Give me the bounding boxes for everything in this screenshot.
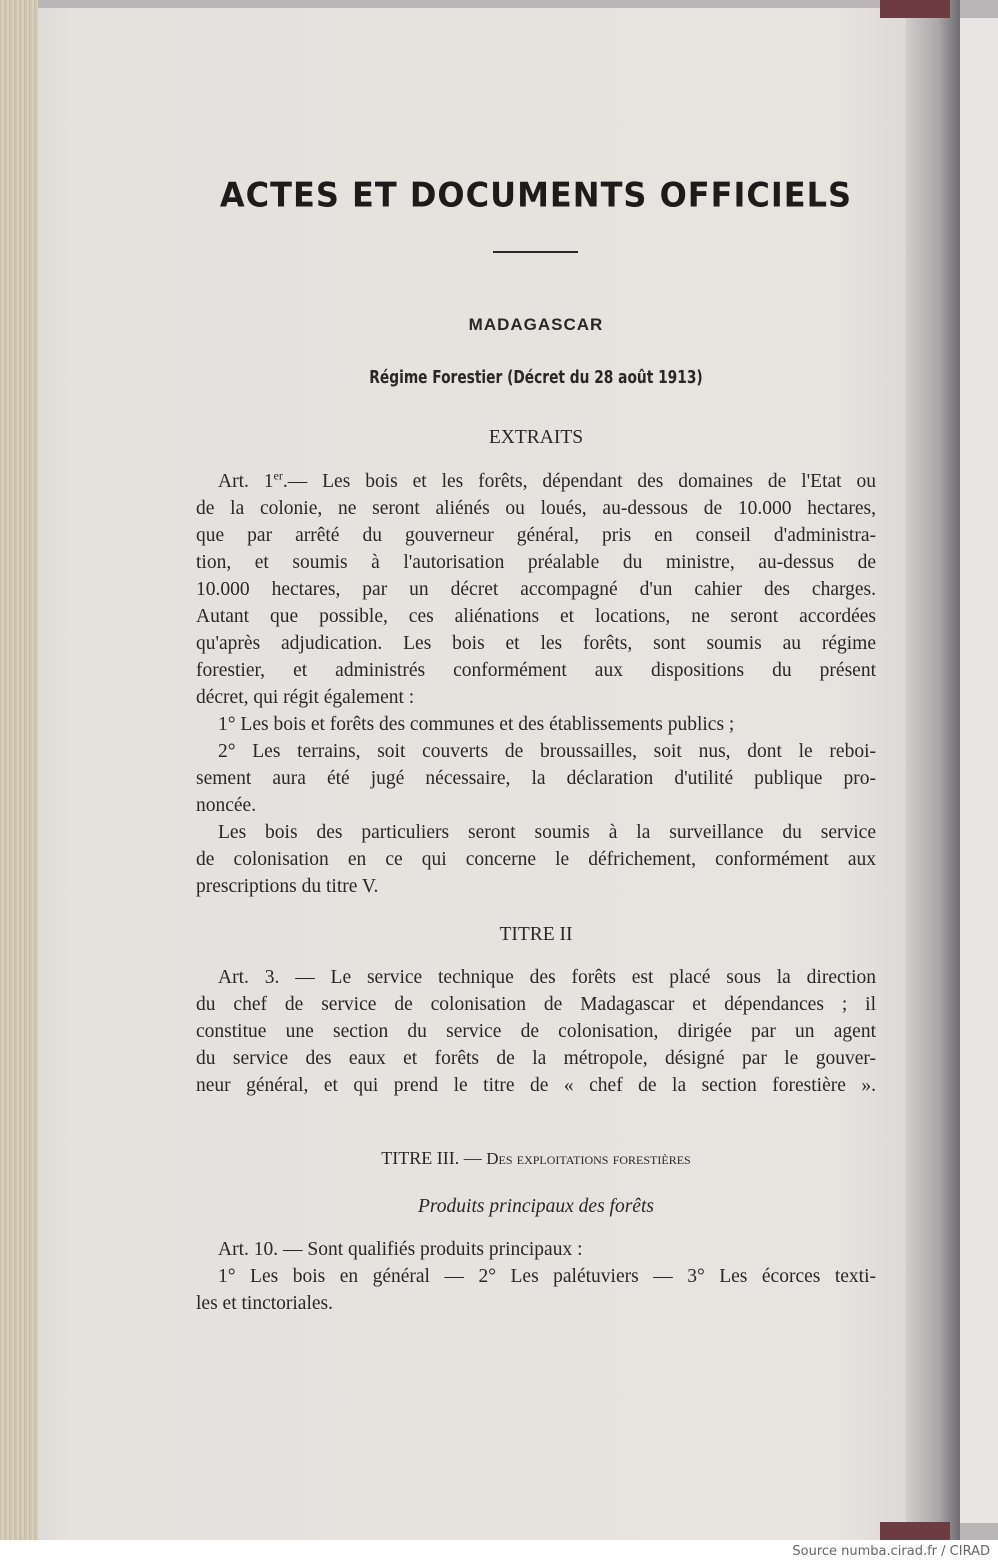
text-line: Art. 3. — Le service technique des forêts est placé sous la direction xyxy=(218,967,876,988)
titre-2-heading: TITRE II xyxy=(499,924,573,945)
text-line: décret, qui régit également : xyxy=(196,687,415,708)
country-heading: MADAGASCAR xyxy=(468,315,604,334)
text-line: tion, et soumis à l'autorisation préalable du ministre, au-dessus de xyxy=(196,552,876,573)
text-line: 1° Les bois en général — 2° Les palétuviers — 3° Les écorces texti- xyxy=(218,1266,876,1287)
titre-3-label: TITRE III. — xyxy=(381,1148,482,1168)
text-line: sement aura été jugé nécessaire, la déclaration d'utilité publique pro- xyxy=(196,768,876,789)
article-label: Art. 1 xyxy=(218,471,274,492)
text-line: forestier, et administrés conformément aux dispositions du présent xyxy=(196,660,876,681)
text-line: 2° Les terrains, soit couverts de broussailles, soit nus, dont le reboi- xyxy=(218,741,876,762)
text-line: que par arrêté du gouverneur général, pris en conseil d'administra- xyxy=(196,525,876,546)
text-line: noncée. xyxy=(196,795,257,816)
text-line: neur général, et qui prend le titre de « chef de la section forestière ». xyxy=(196,1075,876,1096)
text-line: les et tinctoriales. xyxy=(196,1293,333,1314)
text-line: du service des eaux et forêts de la métropole, désigné par le gouver- xyxy=(196,1048,876,1069)
facing-page xyxy=(960,18,998,1523)
decree-subtitle: Régime Forestier (Décret du 28 août 1913) xyxy=(369,367,703,388)
source-credit: Source numba.cirad.fr / CIRAD xyxy=(792,1544,990,1559)
book-gutter xyxy=(906,0,960,1540)
text-line: 10.000 hectares, par un décret accompagné d'un cahier des charges. xyxy=(196,579,876,600)
article-sup: er xyxy=(273,468,283,483)
text-line-body: .— Les bois et les forêts, dépendant des domaines de l'Etat ou xyxy=(282,471,876,492)
text-line: 1° Les bois et forêts des communes et des établissements publics ; xyxy=(218,714,735,735)
binding-cap-bottom xyxy=(880,1522,950,1540)
text-line: prescriptions du titre V. xyxy=(196,876,379,897)
binding-cap-top xyxy=(880,0,950,18)
text-line: Art. 10. — Sont qualifiés produits principaux : xyxy=(218,1239,583,1260)
book-edge xyxy=(0,0,38,1540)
text-line: du chef de service de colonisation de Madagascar et dépendances ; il xyxy=(196,994,876,1015)
extraits-heading: EXTRAITS xyxy=(488,427,584,448)
text-line: de la colonie, ne seront aliénés ou loués, au-dessous de 10.000 hectares, xyxy=(196,498,876,519)
text-line: qu'après adjudication. Les bois et les forêts, sont soumis au régime xyxy=(196,633,876,654)
text-line: constitue une section du service de colonisation, dirigée par un agent xyxy=(196,1021,876,1042)
text-line: de colonisation en ce qui concerne le défrichement, conformément aux xyxy=(196,849,876,870)
text-line: Les bois des particuliers seront soumis à la surveillance du service xyxy=(218,822,876,843)
text-line: Autant que possible, ces aliénations et locations, ne seront accordées xyxy=(196,606,876,627)
titre-3-heading xyxy=(196,1146,876,1171)
page-title: ACTES ET DOCUMENTS OFFICIELS xyxy=(219,175,853,215)
produits-heading: Produits principaux des forêts xyxy=(418,1196,654,1217)
text-line xyxy=(218,470,876,494)
title-rule xyxy=(493,251,578,253)
titre-3-subtitle: Des exploitations forestières xyxy=(486,1149,691,1168)
